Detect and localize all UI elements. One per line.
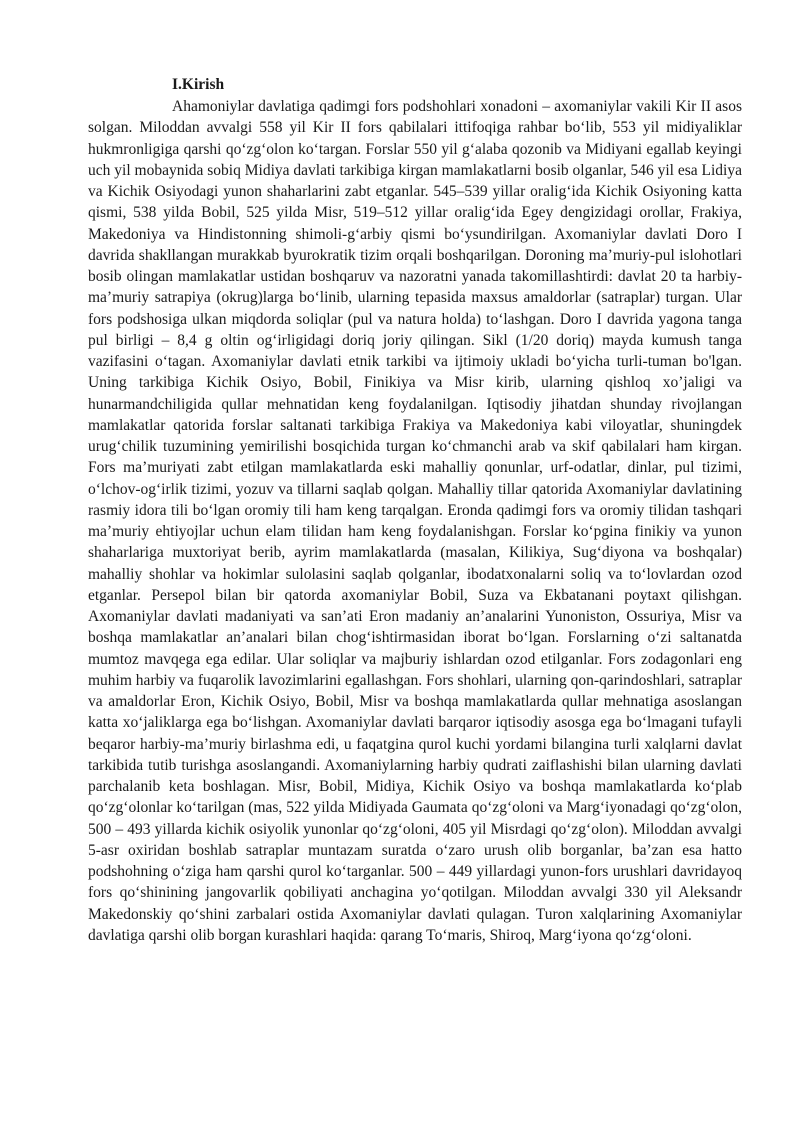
body-paragraph: Ahamoniylar davlatiga qadimgi fors podshohlari xonadoni – axomaniylar vakili Kir II asos solgan. Miloddan avvalgi 558 yil Kir II fors qabilalari ittifoqiga rahbar boʻlib, 553 yil midiyaliklar hukmronligiga qarshi qoʻzgʻolon koʻtargan. Forslar 550 yil gʻalaba qozonib va Midiyani egallab keyingi uch yil mobaynida sobiq Midiya davlati tarkibiga kirgan mamlakatlarni bosib olganlar, 546 yil esa Lidiya va Kichik Osiyodagi yunon shaharlarini zabt etganlar. 545–539 yillar oraligʻida Kichik Osiyoning katta qismi, 538 yilda Bobil, 525 yilda Misr, 519–512 yillar oraligʻida Egey dengizidagi orollar, Frakiya, Makedoniya va Hindistonning shimoli-gʻarbiy qismi boʻysundirilgan. Axomaniylar davlati Doro I davrida shakllangan murakkab byurokratik tizim orqali boshqarilgan. Doroning maʼmuriy-pul islohotlari bosib olingan mamlakatlar ustidan boshqaruv va nazoratni yanada takomillashtirdi: davlat 20 ta harbiy-maʼmuriy satrapiya (okrug)larga boʻlinib, ularning tepasida maxsus amaldorlar (satraplar) turgan. Ular fors podshosiga ulkan miqdorda soliqlar (pul va natura holda) toʻlashgan. Doro I davrida yagona tanga pul birligi – 8,4 g oltin ogʻirligidagi doriq joriy qilingan. Sikl (1/20 doriq) mayda kumush tanga vazifasini oʻtagan. Axomaniylar davlati etnik tarkibi va ijtimoiy ukladi boʻyicha turli-tuman bo'lgan. Uning tarkibiga Kichik Osiyo, Bobil, Finikiya va Misr kirib, ularning qishloq xoʼjaligi va hunarmandchiligida qullar mehnatidan keng foydalanilgan. Iqtisodiy jihatdan shunday rivojlangan mamlakatlar qatorida forslar saltanati tarkibiga Frakiya va Makedoniya kabi viloyatlar, shuningdek urugʻchilik tuzumining yemirilishi bosqichida turgan koʻchmanchi arab va skif qabilalari ham kirgan. Fors maʼmuriyati zabt etilgan mamlakatlarda eski mahalliy qonunlar, urf-odatlar, dinlar, pul tizimi, oʻlchov-ogʻirlik tizimi, yozuv va tillarni saqlab qolgan. Mahalliy tillar qatorida Axomaniylar davlatining rasmiy idora tili boʻlgan oromiy tili ham keng tarqalgan. Eronda qadimgi fors va oromiy tilidan tashqari maʼmuriy ehtiyojlar uchun elam tilidan ham keng foydalanishgan. Forslar koʻpgina finikiy va yunon shaharlariga muxtoriyat berib, ayrim mamlakatlarda (masalan, Kilikiya, Sugʻdiyona va boshqalar) mahalliy shohlar va hokimlar sulolasini saqlab qolganlar, ibodatxonalarni soliq va toʻlovlardan ozod etganlar. Persepol bilan bir qatorda axomaniylar Bobil, Suza va Ekbatanani poytaxt qilishgan. Axomaniylar davlati madaniyati va sanʼati Eron madaniy anʼanalarini Yunoniston, Ossuriya, Misr va boshqa mamlakatlar anʼanalari bilan chogʻishtirmasidan iborat boʻlgan. Forslarning oʻzi saltanatda mumtoz mavqega ega edilar. Ular soliqlar va majburiy ishlardan ozod etilganlar. Fors zodagonlari eng muhim harbiy va fuqarolik lavozimlarini egallashgan. Fors shohlari, ularning qon-qarindoshlari, satraplar va amaldorlar Eron, Kichik Osiyo, Bobil, Misr va boshqa mamlakatlarda qullar mehnatiga asoslangan katta xoʻjaliklarga ega boʻlishgan. Axomaniylar davlati barqaror iqtisodiy asosga ega boʻlmagani tufayli beqaror harbiy-maʼmuriy birlashma edi, u faqatgina qurol kuchi yordami bilangina turli xalqlarni davlat tarkibida tutib turishga asoslangandi. Axomaniylarning harbiy qudrati zaiflashishi bilan ularning davlati parchalanib keta boshlagan. Misr, Bobil, Midiya, Kichik Osiyo va boshqa mamlakatlarda koʻplab qoʻzgʻolonlar koʻtarilgan (mas, 522 yilda Midiyada Gaumata qoʻzgʻoloni va Margʻiyonadagi qoʻzgʻolon, 500 – 493 yillarda kichik osiyolik yunonlar qoʻzgʻoloni, 405 yil Misrdagi qoʻzgʻolon). Miloddan avvalgi 5-asr oxiridan boshlab satraplar muntazam suratda oʻzaro urush olib borganlar, baʼzan esa hatto podshohning oʻziga ham qarshi qurol koʻtarganlar. 500 – 449 yillardagi yunon-fors urushlari davridayoq fors qoʻshinining jangovarlik qobiliyati anchagina yoʻqotilgan. Miloddan avvalgi 330 yil Aleksandr Makedonskiy qoʻshini zarbalari ostida Axomaniylar davlati qulagan. Turon xalqlarining Axomaniylar davlatiga qarshi olib borgan kurashlari haqida: qarang Toʻmaris, Shiroq, Margʻiyona qoʻzgʻoloni. [88, 98, 742, 944]
section-heading: I.Kirish [172, 76, 225, 93]
document-page [88, 74, 742, 946]
